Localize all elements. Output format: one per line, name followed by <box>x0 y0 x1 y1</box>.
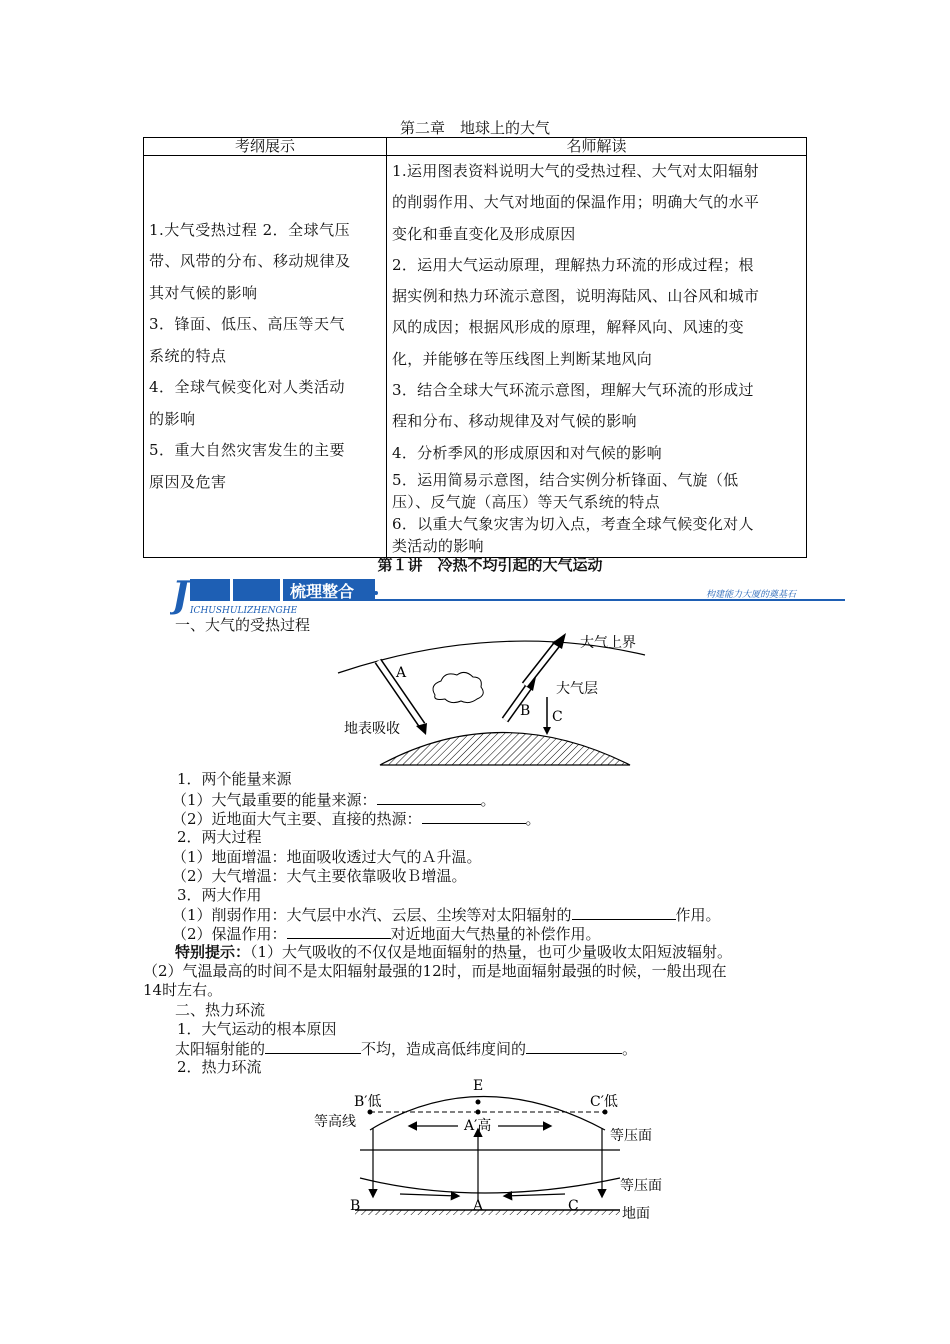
interpretation-line: 5．运用简易示意图，结合实例分析锋面、气旋（低 <box>392 470 739 489</box>
interpretation-line: 6．以重大气象灾害为切入点，考查全球气候变化对人 <box>392 514 754 533</box>
s1-line-0: 1．两个能量来源 <box>177 770 292 788</box>
interpretation-line: 2．运用大气运动原理，理解热力环流的形成过程；根 <box>392 255 754 274</box>
outline-line: 系统的特点 <box>149 346 227 365</box>
blank-field[interactable] <box>287 924 391 939</box>
s1-line-6: 3．两大作用 <box>177 886 262 904</box>
hint-line-2: （2）气温最高的时间不是太阳辐射最强的12时，而是地面辐射最强的时候，一般出现在 <box>143 962 727 980</box>
circulation-diagram <box>310 1068 680 1224</box>
label-a: A <box>396 665 407 681</box>
outline-line: 5．重大自然灾害发生的主要 <box>149 441 346 460</box>
s1-line-8: （2）保温作用： 对近地面大气热量的补偿作用。 <box>172 925 601 943</box>
arrow-c <box>543 697 551 735</box>
banner-letter: J <box>172 574 190 616</box>
interpretation-line: 据实例和热力环流示意图，说明海陆风、山谷风和城市 <box>392 287 760 306</box>
outline-line: 带、风带的分布、移动规律及 <box>149 252 351 271</box>
outline-cell <box>144 156 387 558</box>
blank-field[interactable] <box>377 790 481 805</box>
outline-line: 的影响 <box>149 409 196 428</box>
interpretation-line: 风的成因；根据风形成的原理，解释风向、风速的变 <box>392 318 744 337</box>
label-ground: 地面 <box>622 1206 650 1222</box>
lower-isobar <box>360 1178 620 1193</box>
s1-line-2: （2）近地面大气主要、直接的热源： 。 <box>172 810 541 828</box>
section2-heading: 二、热力环流 <box>175 1001 266 1019</box>
blank-field[interactable] <box>572 905 676 920</box>
section1-heading: 一、大气的受热过程 <box>175 616 311 634</box>
s1-line-4: （1）地面增温：地面吸收透过大气的Ａ升温。 <box>172 848 482 866</box>
label-c: C <box>552 709 563 725</box>
label-a-prime-high: A′高 <box>464 1118 492 1134</box>
banner-title: 梳理整合 <box>290 582 355 601</box>
label-isobar-upper: 等压面 <box>610 1128 652 1144</box>
interpretation-line: 1.运用图表资料说明大气的受热过程、大气对太阳辐射 <box>392 162 759 180</box>
interpretation-line: 类活动的影响 <box>392 536 484 555</box>
interpretation-cell <box>387 156 807 558</box>
lecture-title: 第１讲 冷热不均引起的大气运动 <box>377 556 603 574</box>
earth-surface <box>380 733 630 766</box>
blank-field[interactable] <box>422 809 526 824</box>
label-b: B <box>520 703 531 719</box>
label-isobar-lower: 等压面 <box>620 1178 662 1194</box>
label-top-boundary: 大气上界 <box>580 635 636 651</box>
label-e: E <box>473 1078 484 1094</box>
s1-line-5: （2）大气增温：大气主要依靠吸收Ｂ增温。 <box>172 867 467 885</box>
interpretation-lines <box>392 156 801 557</box>
interpretation-line: 变化和垂直变化及形成原因 <box>392 224 576 243</box>
interpretation-line: 3．结合全球大气环流示意图，理解大气环流的形成过 <box>392 381 754 400</box>
outline-lines <box>149 215 381 499</box>
outline-line: 原因及危害 <box>149 472 227 491</box>
ground-hatch <box>355 1210 620 1215</box>
banner-graphic <box>170 573 850 617</box>
table-header-interpretation: 名师解读 <box>387 138 807 156</box>
label-surface-absorb: 地表吸收 <box>344 721 400 737</box>
cloud-icon <box>433 672 483 702</box>
banner-slogan: 构建能力大厦的奠基石 <box>706 590 797 600</box>
arrow-lower-right <box>505 1194 565 1196</box>
label-contour: 等高线 <box>314 1114 356 1130</box>
interpretation-line: 压）、反气旋（高压）等天气系统的特点 <box>392 492 660 511</box>
label-a: A <box>473 1198 484 1214</box>
hint-line-3: 14时左右。 <box>143 981 223 999</box>
label-b: B <box>350 1198 361 1214</box>
s2-item1-text: 太阳辐射能的 不均，造成高低纬度间的 。 <box>175 1040 638 1058</box>
s1-line-3: 2．两大过程 <box>177 828 262 846</box>
label-layer: 大气层 <box>556 681 598 697</box>
outline-line: 3．锋面、低压、高压等天气 <box>149 315 346 334</box>
s2-item2: 2．热力环流 <box>177 1058 262 1076</box>
table-header-outline: 考纲展示 <box>144 138 387 156</box>
heating-diagram <box>330 625 660 775</box>
s1-line-7: （1）削弱作用：大气层中水汽、云层、尘埃等对太阳辐射的 作用。 <box>172 906 721 924</box>
interpretation-line: 化，并能够在等压线图上判断某地风向 <box>392 349 653 368</box>
label-c-prime-low: C′低 <box>590 1094 618 1110</box>
section-banner <box>170 573 850 617</box>
outline-line: 4．全球气候变化对人类活动 <box>149 378 346 397</box>
s2-item1: 1．大气运动的根本原因 <box>177 1020 337 1038</box>
s1-line-1: （1）大气最重要的能量来源： 。 <box>172 791 496 809</box>
arrow-lower-left <box>400 1194 458 1196</box>
label-b-prime-low: B′低 <box>354 1094 382 1110</box>
hint-line-1: 特别提示：（1）大气吸收的不仅仅是地面辐射的热量，也可少量吸收太阳短波辐射。 <box>175 943 733 961</box>
banner-pinyin: ICHUSHULIZHENGHE <box>190 606 298 616</box>
chapter-title: 第二章 地球上的大气 <box>399 119 550 137</box>
outline-line: 1.大气受热过程 2．全球气压 <box>149 220 351 239</box>
hint-label: 特别提示： <box>175 943 251 961</box>
interpretation-line: 4．分析季风的形成原因和对气候的影响 <box>392 443 662 462</box>
label-c: C <box>568 1198 579 1214</box>
interpretation-line: 的削弱作用、大气对地面的保温作用；明确大气的水平 <box>392 193 760 212</box>
outline-table <box>143 137 807 558</box>
blank-field[interactable] <box>265 1039 361 1054</box>
outline-line: 其对气候的影响 <box>149 283 258 302</box>
interpretation-line: 程和分布、移动规律及对气候的影响 <box>392 412 637 431</box>
blank-field[interactable] <box>526 1039 622 1054</box>
